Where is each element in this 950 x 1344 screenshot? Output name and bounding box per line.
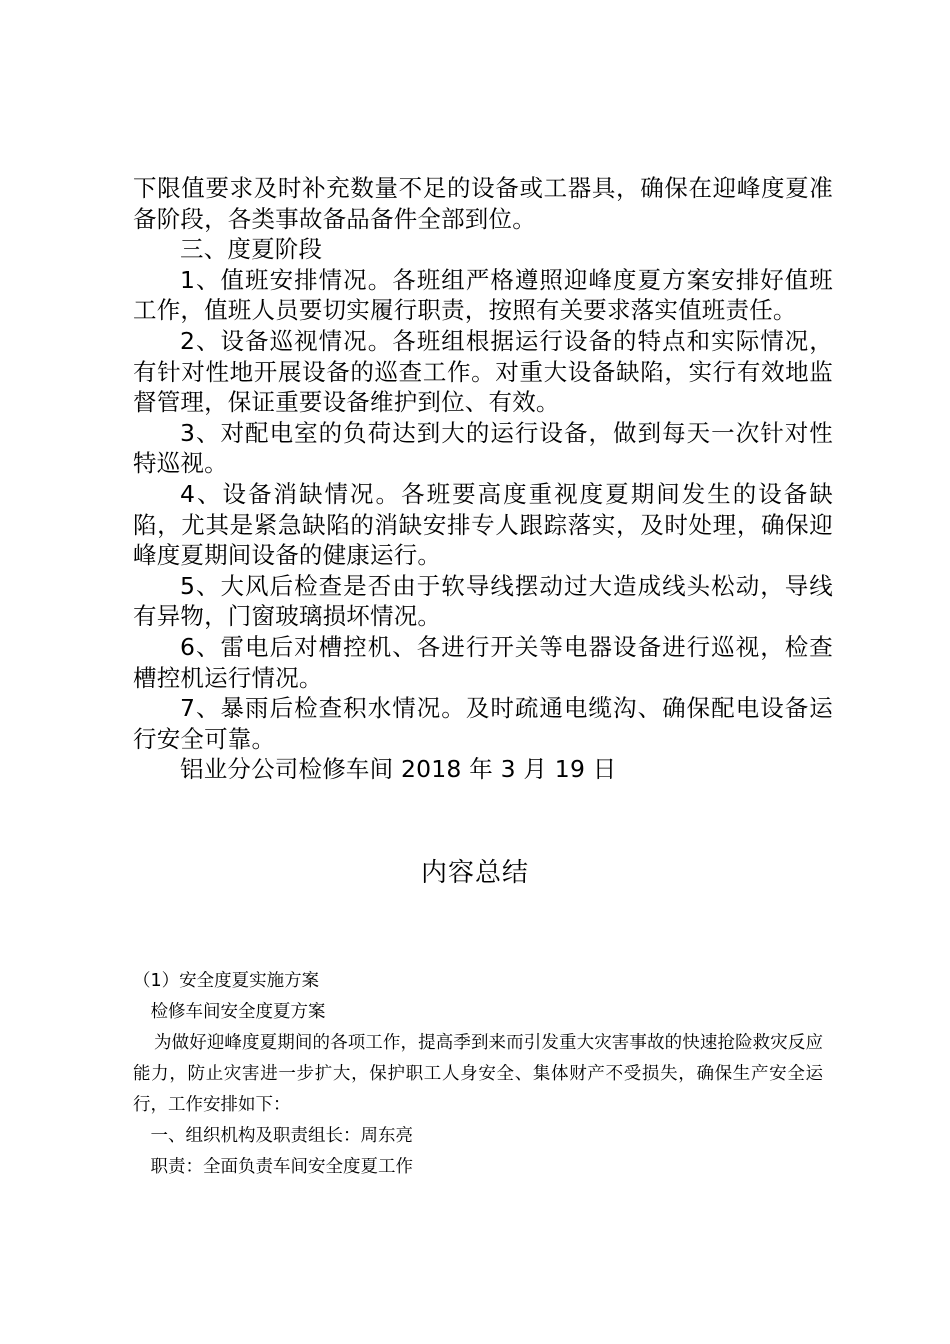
summary-line-purpose: 为做好迎峰度夏期间的各项工作，提高季到来而引发重大灾害事故的快速抢险救灾反应能力，防止灾害进一步扩大，保护职工人身安全、集体财产不受损失，确保生产安全运行，工作安排如下： [133,1033,823,1115]
summary-line-duties: 职责：全面负责车间安全度夏工作 [150,1157,413,1177]
summary-line-workshop-plan: 检修车间安全度夏方案 [150,1002,326,1022]
paragraph-duty-arrangement: 1、值班安排情况。各班组严格遵照迎峰度夏方案安排好值班工作，值班人员要切实履行职责，按照有关要求落实值班责任。 [133,265,833,325]
signature-date-line: 铝业分公司检修车间 2018 年 3 月 19 日 [180,755,617,784]
paragraph-after-wind: 5、大风后检查是否由于软导线摆动过大造成线头松动，导线有异物，门窗玻璃损坏情况。 [133,571,833,631]
paragraph-after-rainstorm: 7、暴雨后检查积水情况。及时疏通电缆沟、确保配电设备运行安全可靠。 [133,694,833,753]
summary-line-plan-title: （1）安全度夏实施方案 [133,971,320,991]
section-heading-summer-stage: 三、度夏阶段 [180,235,323,264]
summary-line-organization: 一、组织机构及职责组长：周东亮 [150,1126,413,1146]
paragraph-reserve-parts: 下限值要求及时补充数量不足的设备或工器具，确保在迎峰度夏准备阶段，各类事故备品备件全部到位。 [133,174,833,233]
paragraph-after-thunder: 6、雷电后对槽控机、各进行开关等电器设备进行巡视，检查槽控机运行情况。 [133,632,833,692]
summary-body [133,966,823,1183]
summary-title: 内容总结 [420,858,529,888]
paragraph-distribution-room: 3、对配电室的负荷达到大的运行设备，做到每天一次针对性特巡视。 [133,418,833,478]
paragraph-defect-elimination: 4、设备消缺情况。各班要高度重视度夏期间发生的设备缺陷，尤其是紧急缺陷的消缺安排专人跟踪落实，及时处理，确保迎峰度夏期间设备的健康运行。 [133,479,833,570]
document-body [133,173,833,785]
paragraph-equipment-inspection: 2、设备巡视情况。各班组根据运行设备的特点和实际情况，有针对性地开展设备的巡查工作。对重大设备缺陷，实行有效地监督管理，保证重要设备维护到位、有效。 [133,326,833,417]
